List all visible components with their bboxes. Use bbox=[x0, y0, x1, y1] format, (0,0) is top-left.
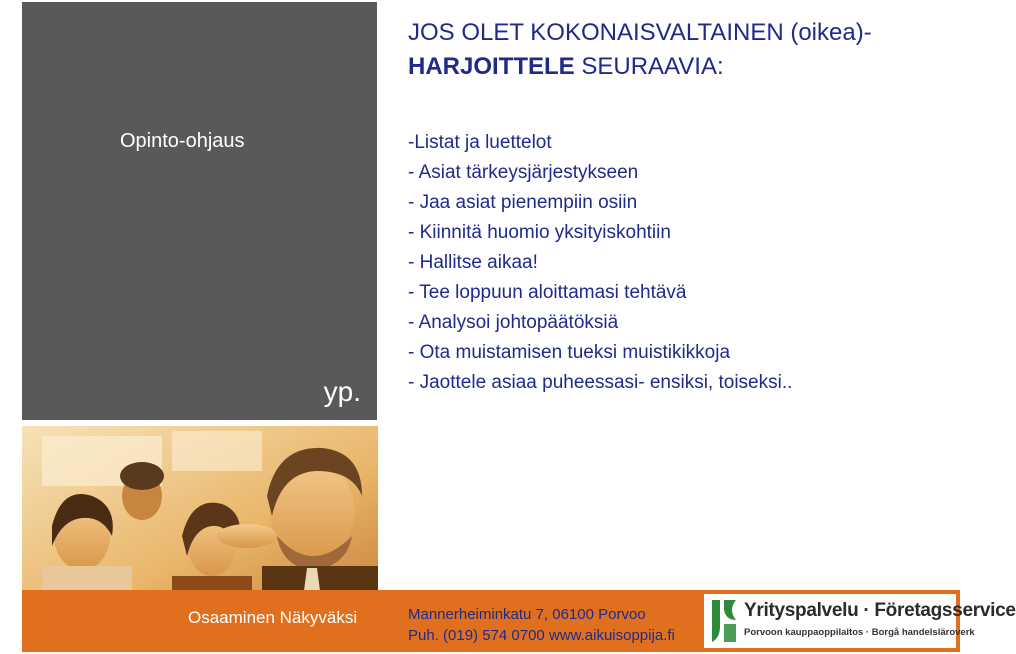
list-item: - Kiinnitä huomio yksityiskohtiin bbox=[408, 222, 671, 243]
panel-corner-label: yp. bbox=[323, 376, 361, 407]
audience-photo bbox=[22, 426, 378, 606]
logo-subtitle: Porvoon kauppaoppilaitos · Borgå handelsläroverk bbox=[744, 627, 975, 638]
list-item: - Hallitse aikaa! bbox=[408, 252, 538, 273]
tips-list bbox=[408, 128, 948, 398]
company-logo bbox=[704, 594, 1016, 648]
footer-address bbox=[408, 604, 675, 646]
heading-line-2 bbox=[408, 50, 948, 84]
heading-line-1: JOS OLET KOKONAISVALTAINEN (oikea)- bbox=[408, 19, 872, 46]
list-item: - Asiat tärkeysjärjestykseen bbox=[408, 162, 639, 183]
heading-bold-word: HARJOITTELE bbox=[408, 53, 575, 80]
title-panel bbox=[22, 2, 377, 420]
list-item: - Ota muistamisen tueksi muistikikkoja bbox=[408, 342, 731, 363]
address-line-2: Puh. (019) 574 0700 www.aikuisoppija.fi bbox=[408, 627, 675, 644]
panel-title: Opinto-ohjaus bbox=[120, 130, 245, 152]
list-item: - Analysoi johtopäätöksiä bbox=[408, 312, 619, 333]
heading-rest: SEURAAVIA: bbox=[574, 53, 724, 80]
audience-photo-illustration bbox=[22, 426, 378, 606]
logo-mark-icon bbox=[708, 598, 740, 644]
list-item: -Listat ja luettelot bbox=[408, 132, 552, 153]
footer-slogan: Osaaminen Näkyväksi bbox=[188, 608, 358, 627]
list-item: - Jaa asiat pienempiin osiin bbox=[408, 192, 638, 213]
list-item: - Jaottele asiaa puheessasi- ensiksi, toiseksi.. bbox=[408, 372, 793, 393]
address-line-1: Mannerheiminkatu 7, 06100 Porvoo bbox=[408, 606, 646, 623]
list-item: - Tee loppuun aloittamasi tehtävä bbox=[408, 282, 687, 303]
slide-heading bbox=[408, 16, 948, 84]
logo-title: Yrityspalvelu · Företagsservice bbox=[744, 600, 1016, 621]
